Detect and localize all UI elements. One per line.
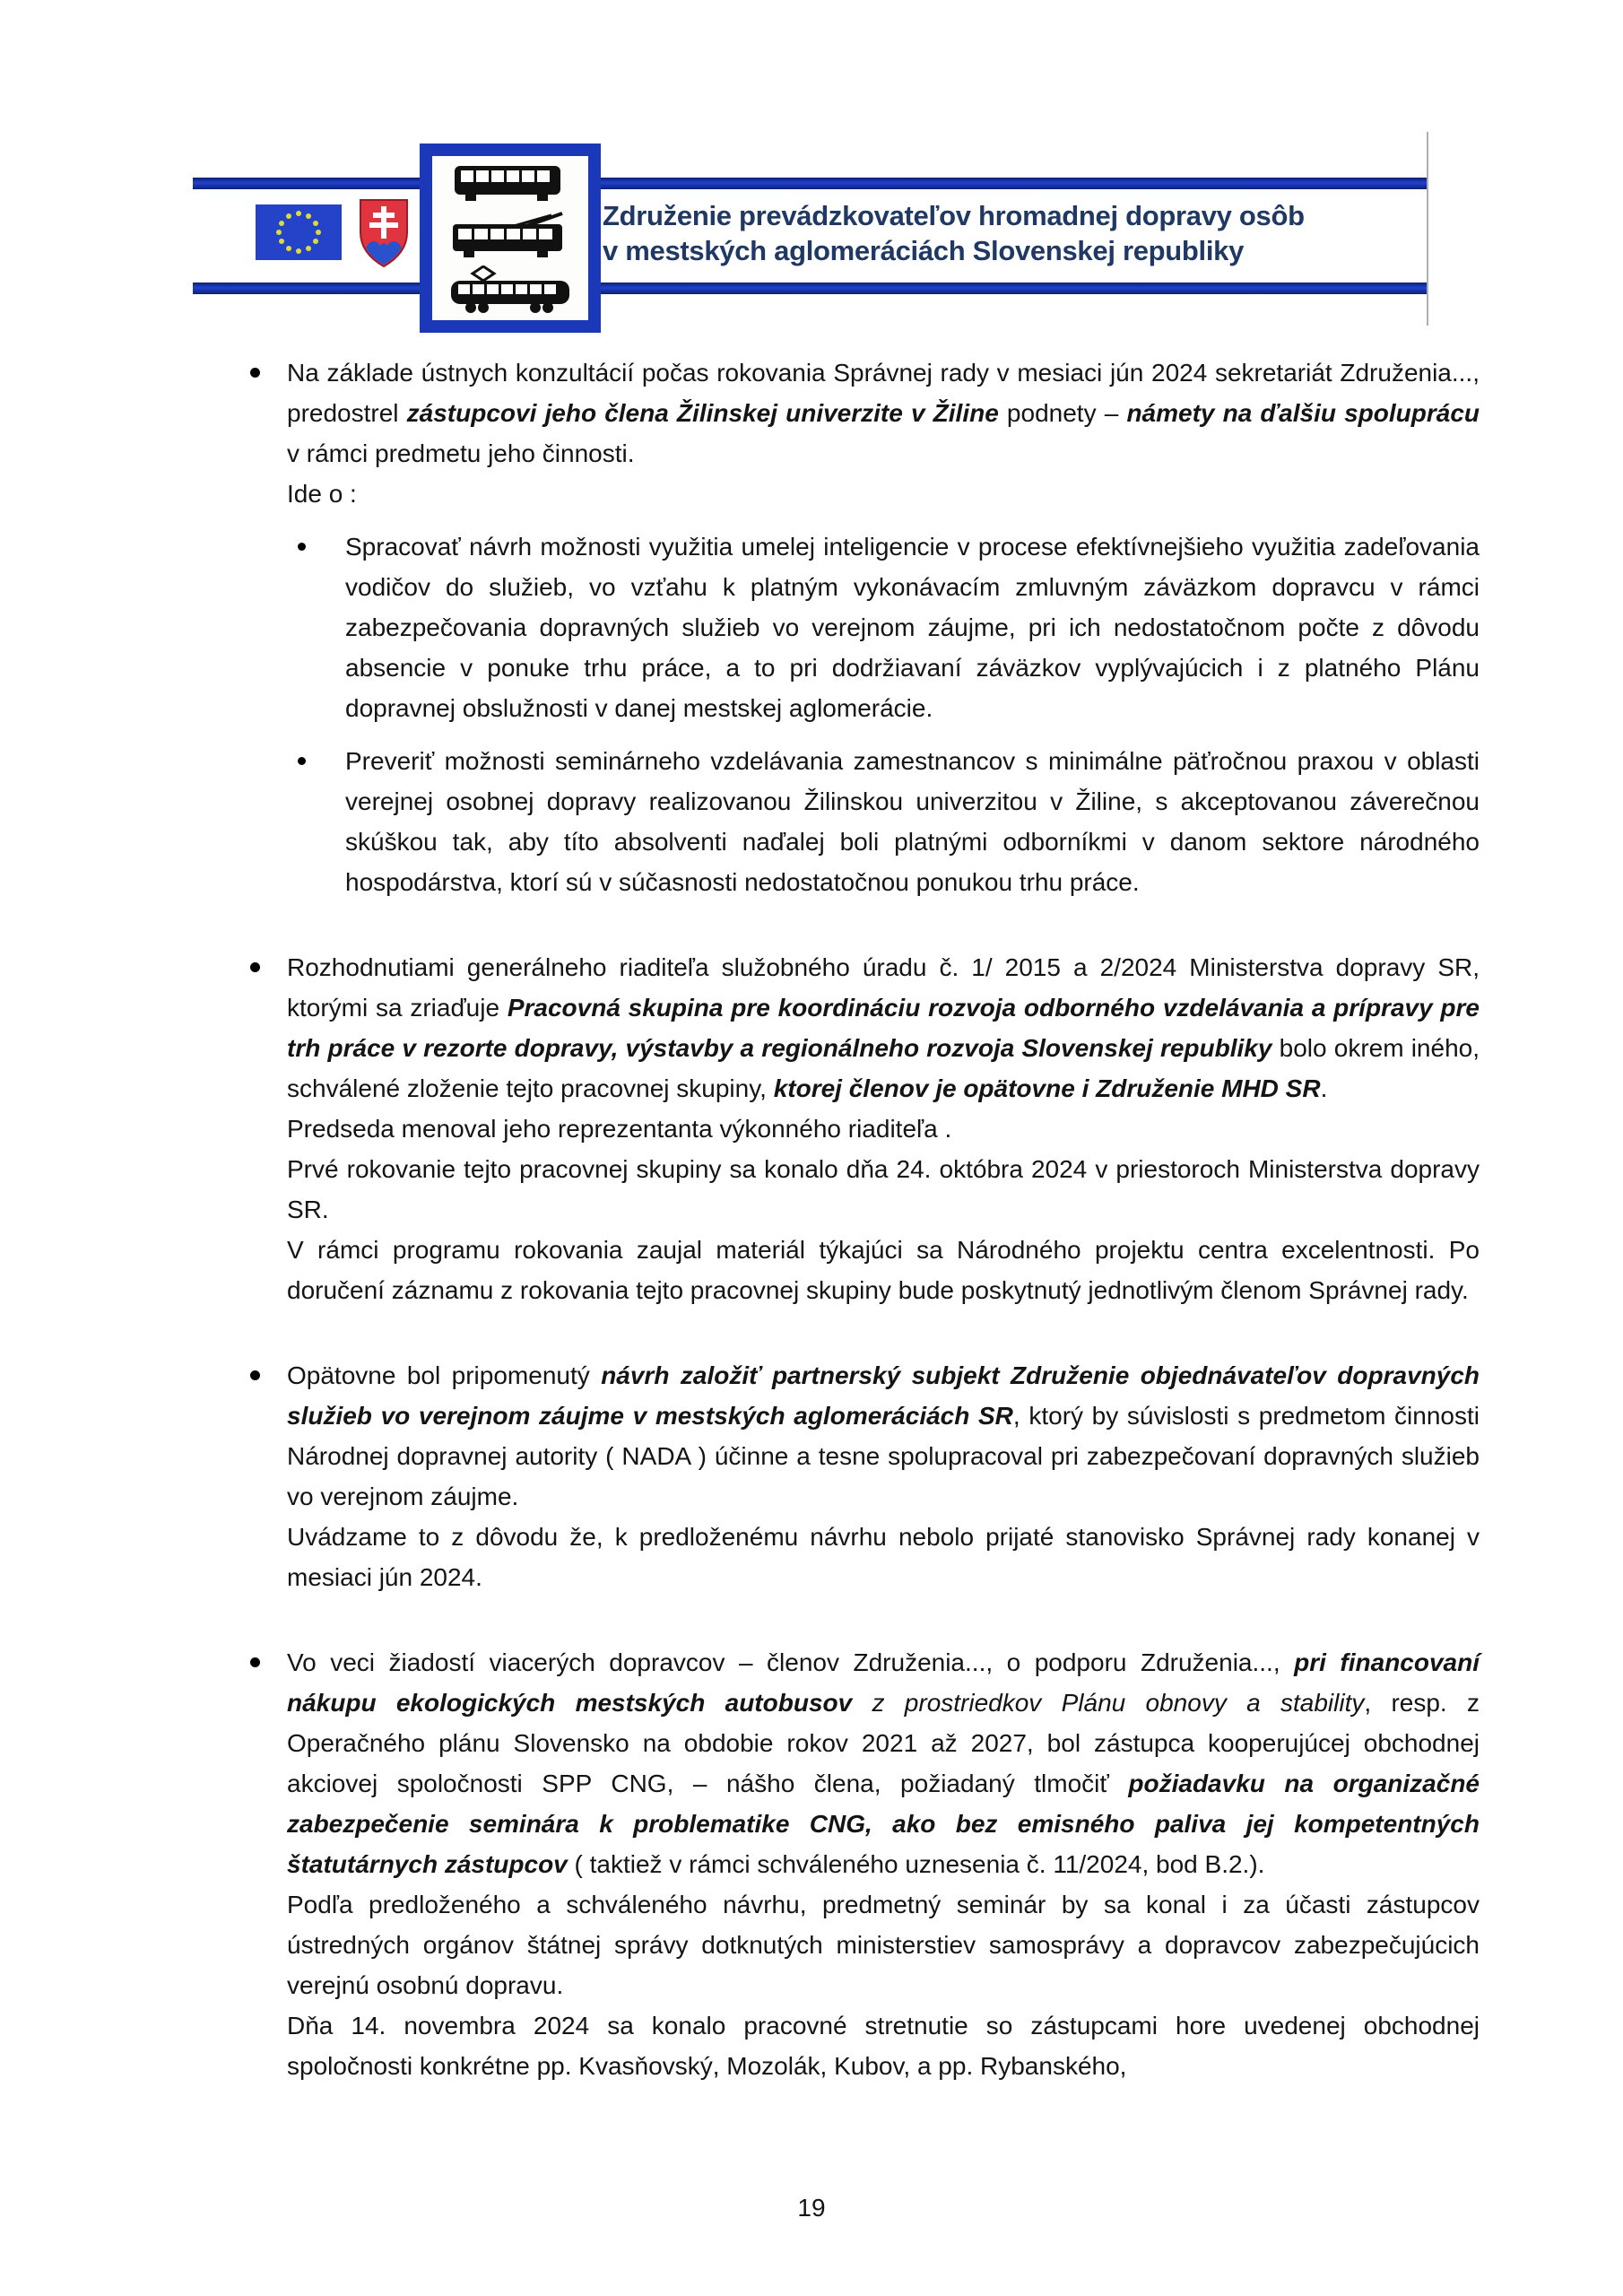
text-run: Vo veci žiadostí viacerých dopravcov – členov Združenia..., o podporu Združenia..., (287, 1648, 1295, 1676)
bullet-item (248, 1642, 1480, 1884)
eu-flag-icon (256, 204, 342, 260)
text-run: Uvádzame to z dôvodu že, k predloženému návrhu nebolo prijaté stanovisko Správnej rady konanej v mesiaci jún 2024. (287, 1523, 1480, 1591)
text-run: . (1320, 1074, 1328, 1102)
right-vertical-rule (1427, 132, 1428, 326)
text-run: podnety – (998, 399, 1127, 427)
bullet-item (248, 1355, 1480, 1517)
text-run: Preveriť možnosti seminárneho vzdelávania zamestnancov s minimálne päťročnou praxou v oblasti verejnej osobnej dopravy realizovanou Žilinskou univerzitou v Žiline, s akceptovanou záverečnou skúškou tak, aby títo absolventi naďalej boli platnými odborníkmi v danom sektore národného hospodárstva, ktorí sú v súčasnosti nedostatočnou ponukou trhu práce. (345, 747, 1480, 896)
paragraph (248, 1517, 1480, 1597)
text-run: zástupcovi jeho člena Žilinskej univerzite v Žiline (406, 399, 999, 427)
transit-logo-box (420, 144, 601, 333)
bottom-rule (193, 283, 1428, 294)
text-run: Spracovať návrh možnosti využitia umelej inteligencie v procese efektívnejšieho využitia zadeľovania vodičov do služieb, vo vzťahu k platným vykonávacím zmluvným záväzkom dopravcu v rámci zabezpečovania dopravných služieb vo verejnom záujme, pri ich nedostatočnom počte z dôvodu absencie v ponuke trhu práce, a to pri dodržiavaní záväzkov vyplývajúcich i z platného Plánu dopravnej obslužnosti v danej mestskej aglomerácie. (345, 533, 1480, 722)
text-run: Prvé rokovanie tejto pracovnej skupiny sa konalo dňa 24. októbra 2024 v priestoroch Ministerstva dopravy SR. (287, 1155, 1480, 1223)
text-run: Predseda menoval jeho reprezentanta výkonného riaditeľa . (287, 1115, 952, 1143)
paragraph (248, 1884, 1480, 2005)
text-run: pri financovaní nákupu ekologických mestských autobusov (287, 1648, 1480, 1717)
sub-bullet-item (296, 741, 1480, 902)
bullet-item (248, 947, 1480, 1109)
text-run: ( taktiež v rámci schváleného uznesenia č. 11/2024, bod B.2.). (567, 1850, 1265, 1878)
bullet-marker (250, 368, 260, 378)
top-rule (193, 178, 1428, 189)
text-run: , resp. z Operačného plánu Slovensko na obdobie rokov 2021 až 2027, bol zástupca kooperujúcej obchodnej akciovej spoločnosti SPP CNG, – nášho člena, požiadaný tlmočiť (287, 1689, 1480, 1797)
paragraph (248, 1230, 1480, 1310)
bullet-marker (298, 543, 306, 551)
text-run: z prostriedkov Plánu obnovy a stability (872, 1689, 1365, 1717)
trolleybus-icon (447, 212, 573, 258)
paragraph (248, 2005, 1480, 2086)
bullet-marker (250, 1657, 260, 1667)
organization-name (603, 198, 1305, 268)
text-run: Ide o : (287, 480, 357, 508)
organization-name-line2: v mestských aglomeráciách Slovenskej republiky (603, 235, 1245, 266)
bullet-item (248, 352, 1480, 474)
bullet-marker (250, 962, 260, 972)
bullet-marker (298, 757, 306, 765)
slovak-coat-of-arms-icon (358, 197, 410, 269)
text-run: ktorej členov je opätovne i Združenie MHD SR (773, 1074, 1321, 1102)
text-run: námety na ďalšiu spoluprácu (1126, 399, 1480, 427)
text-run: Opätovne bol pripomenutý (287, 1361, 602, 1389)
tram-icon (447, 265, 573, 314)
text-run: Podľa predloženého a schváleného návrhu, predmetný seminár by sa konal i za účasti zástupcov ústredných orgánov štátnej správy dotknutých ministerstiev samosprávy a dopravcov zabezpečujúcich verejnú osobnú dopravu. (287, 1891, 1480, 1999)
text-run: návrh založiť partnerský subjekt Združenie objednávateľov dopravných služieb vo verejnom záujme v mestských aglomeráciách SR (287, 1361, 1480, 1430)
sub-bullet-item (296, 526, 1480, 728)
bus-icon (447, 162, 573, 204)
text-run: , ktorý by súvislosti s predmetom činnosti Národnej dopravnej autority ( NADA ) účinne a tesne spolupracoval pri zabezpečovaní dopravných služieb vo verejnom záujme. (287, 1402, 1480, 1510)
paragraph (248, 1149, 1480, 1230)
text-run: v rámci predmetu jeho činnosti. (287, 439, 635, 467)
text-run: Dňa 14. novembra 2024 sa konalo pracovné stretnutie so zástupcami hore uvedenej obchodnej spoločnosti konkrétne pp. Kvasňovský, Mozolák, Kubov, a pp. Rybanského, (287, 2012, 1480, 2080)
paragraph (248, 1109, 1480, 1149)
page-number: 19 (797, 2194, 826, 2222)
organization-name-line1: Združenie prevádzkovateľov hromadnej dopravy osôb (603, 200, 1305, 231)
text-run: Rozhodnutiami generálneho riaditeľa služobného úradu č. 1/ 2015 a 2/2024 Ministerstva dopravy SR, ktorými sa zriaďuje (287, 953, 1480, 1022)
text-run (852, 1689, 872, 1717)
letterhead (0, 132, 1623, 326)
paragraph (248, 474, 1480, 514)
text-run: V rámci programu rokovania zaujal materiál týkajúci sa Národného projektu centra excelentnosti. Po doručení záznamu z rokovania tejto pracovnej skupiny bude poskytnutý jednotlivým členom Správnej rady. (287, 1236, 1480, 1304)
bullet-marker (250, 1370, 260, 1380)
text-run: Pracovná skupina pre koordináciu rozvoja odborného vzdelávania a prípravy pre trh práce v rezorte dopravy, výstavby a regionálneho rozvoja Slovenskej republiky (287, 994, 1480, 1062)
text-run: požiadavku na organizačné zabezpečenie seminára k problematike CNG, ako bez emisného paliva jej kompetentných štatutárnych zástupcov (287, 1770, 1480, 1878)
text-run: bolo okrem iného, schválené zloženie tejto pracovnej skupiny, (287, 1034, 1480, 1102)
document-body (248, 352, 1480, 2086)
text-run: Na základe ústnych konzultácií počas rokovania Správnej rady v mesiaci jún 2024 sekretariát Združenia..., predostrel (287, 359, 1480, 427)
